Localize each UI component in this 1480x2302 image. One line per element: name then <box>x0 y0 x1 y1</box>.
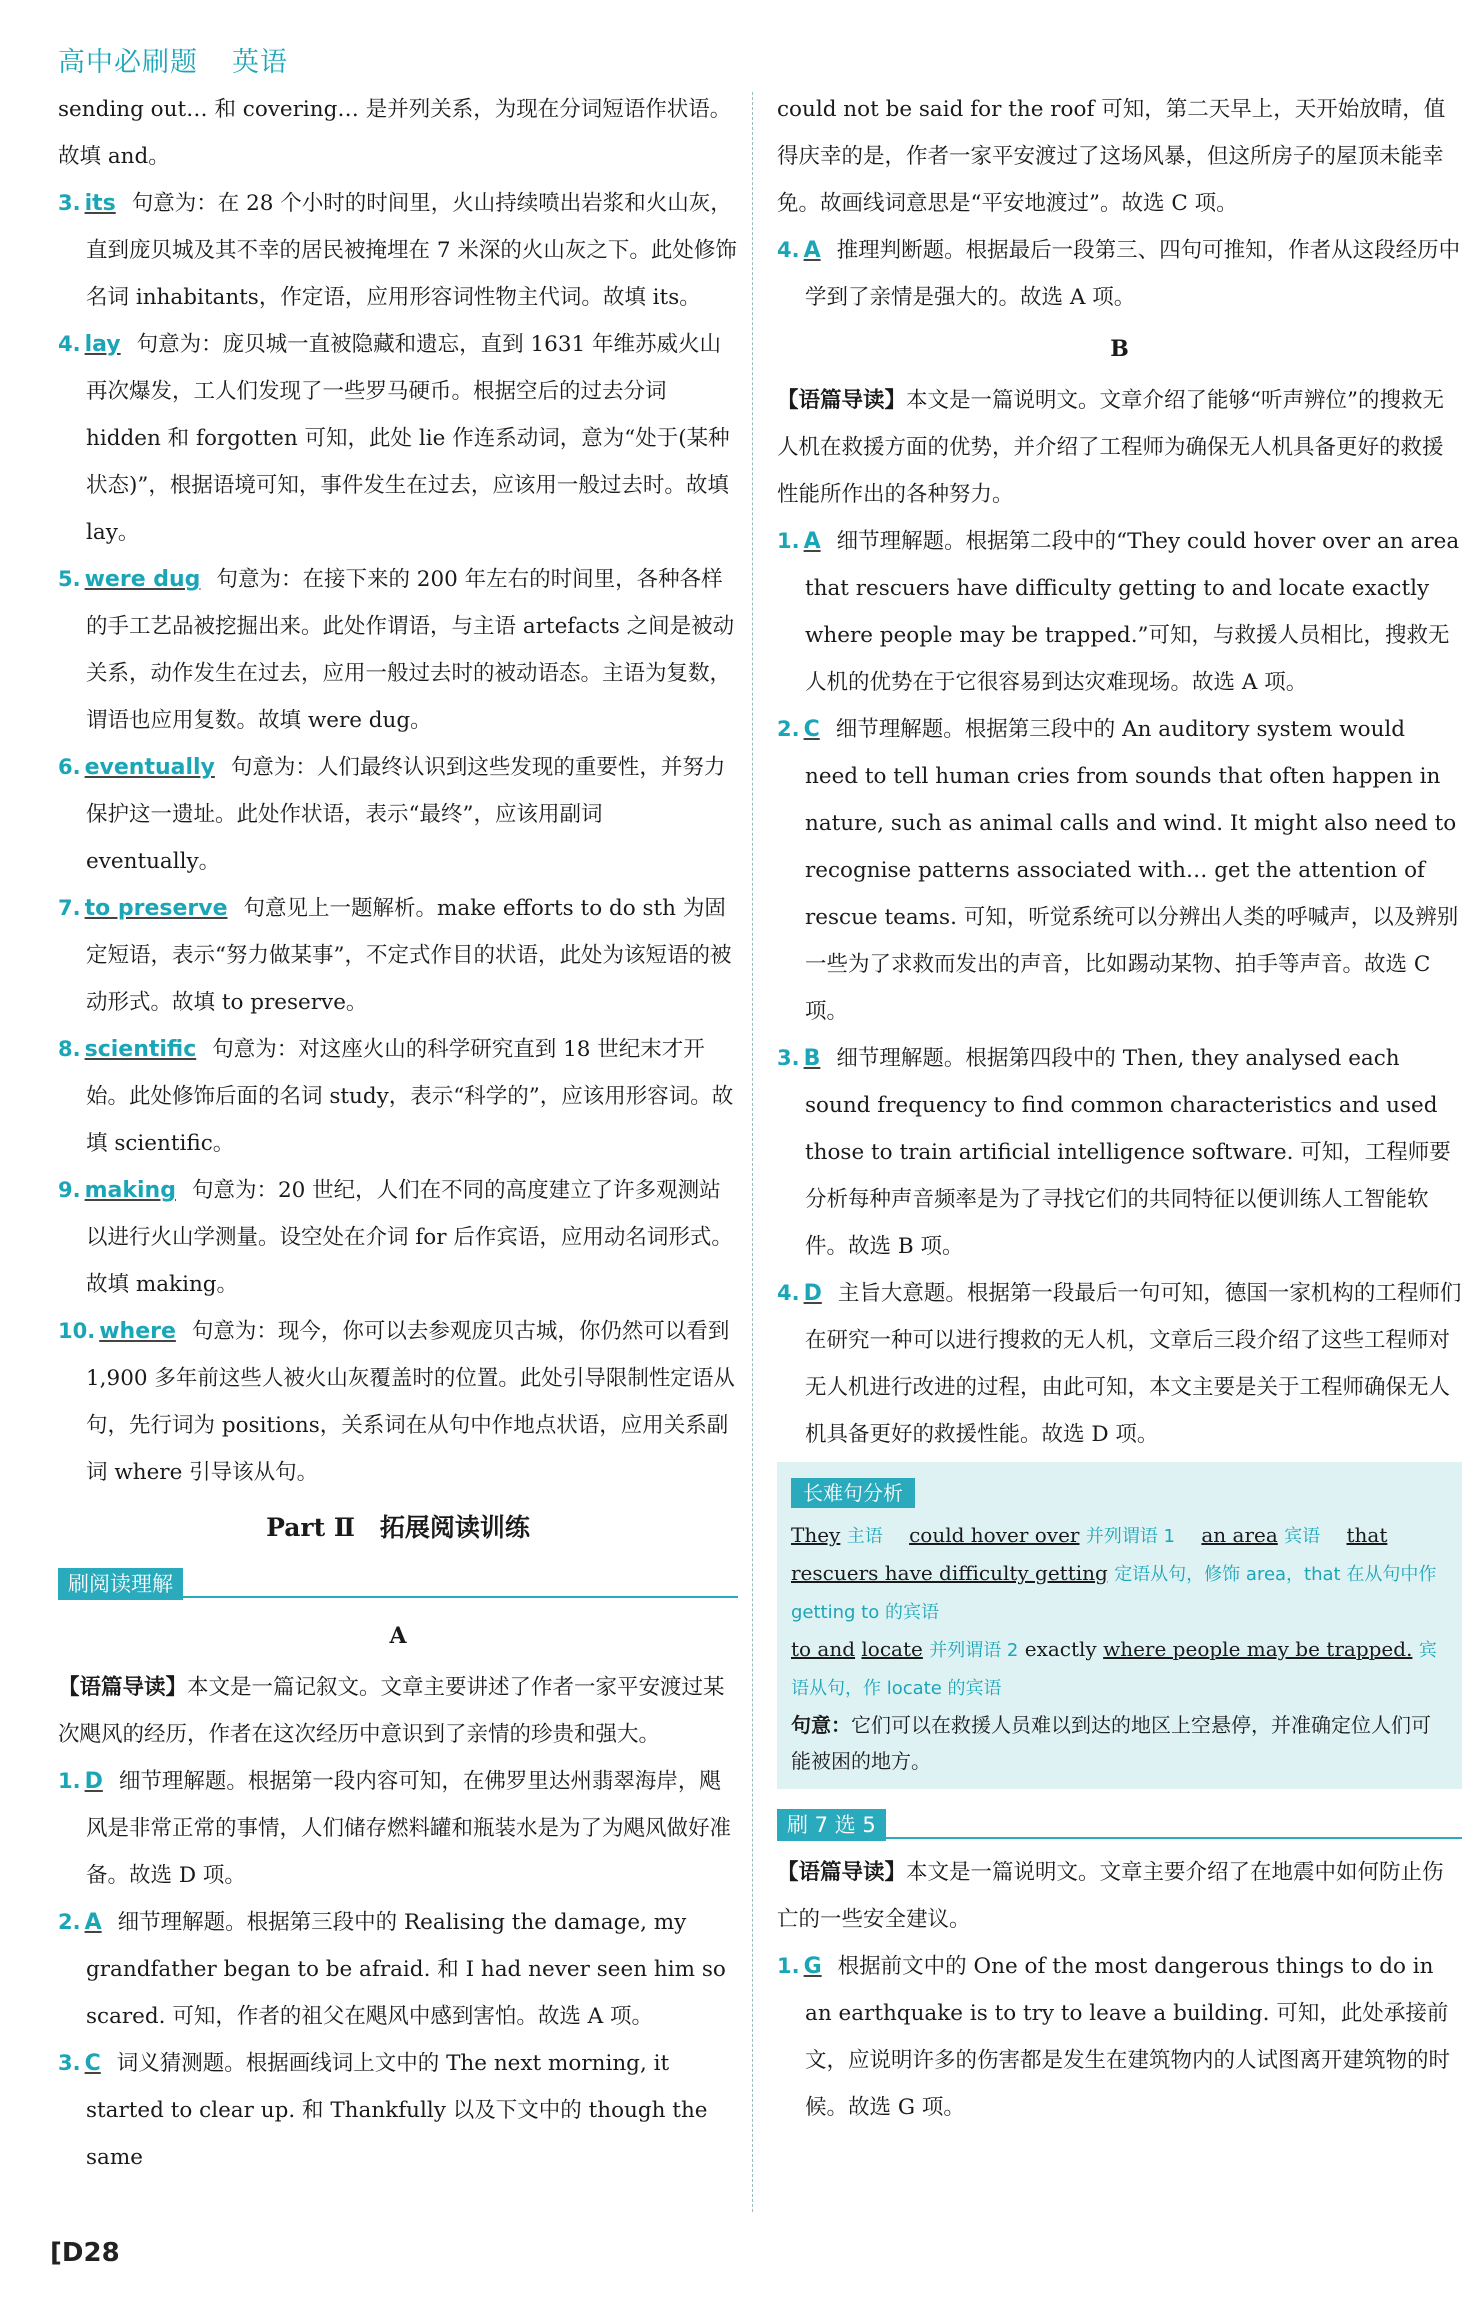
left-column <box>58 86 738 2181</box>
passage-guide: 【语篇导读】本文是一篇说明文。文章主要介绍了在地震中如何防止伤亡的一些安全建议。 <box>777 1860 1444 1932</box>
answer-item: 4. A 推理判断题。根据最后一段第三、四句可推知，作者从这段经历中学到了亲情是强大的。故选 A 项。 <box>777 238 1461 310</box>
analysis-tag: 长难句分析 <box>791 1478 915 1508</box>
section-bar-label: 刷 7 选 5 <box>777 1809 886 1841</box>
section-bar <box>777 1801 1462 1839</box>
answer-item: 3. its 句意为：在 28 个小时的时间里，火山持续喷出岩浆和火山灰，直到庞贝城及其不幸的居民被掩埋在 7 米深的火山灰之下。此处修饰名词 inhabitants，作定语，应用形容词性物主代词。故填 its。 <box>58 191 737 310</box>
answer-item: 4. lay 句意为：庞贝城一直被隐藏和遗忘，直到 1631 年维苏威火山再次爆发，工人们发现了一些罗马硬币。根据空后的过去分词 hidden 和 forgotten 可知，此处 lie 作连系动词，意为“处于(某种状态)”，根据语境可知，事件发生在过去，应该用一般过去时。故填 lay。 <box>58 332 730 545</box>
passage-guide: 【语篇导读】本文是一篇记叙文。文章主要讲述了作者一家平安渡过某次飓风的经历，作者在这次经历中意识到了亲情的珍贵和强大。 <box>58 1675 725 1747</box>
passage-label: B <box>1110 336 1129 362</box>
analysis-meaning: 句意：它们可以在救援人员难以到达的地区上空悬停，并准确定位人们可能被困的地方。 <box>791 1713 1431 1773</box>
analysis-row: They 主语 could hover over 并列谓语 1 an area 宾语 that rescuers have difficulty getting 定语从句，修饰 area，that 在从句中作 getting to 的宾语 <box>791 1523 1437 1623</box>
right-column <box>777 86 1462 2131</box>
answer-item: 4. D 主旨大意题。根据第一段最后一句可知，德国一家机构的工程师们在研究一种可以进行搜救的无人机，文章后三段介绍了这些工程师对无人机进行改进的过程，由此可知，本文主要是关于工程师确保无人机具备更好的救援性能。故选 D 项。 <box>777 1281 1462 1447</box>
answer-item: 10. where 句意为：现今，你可以去参观庞贝古城，你仍然可以看到 1,900 多年前这些人被火山灰覆盖时的位置。此处引导限制性定语从句，先行词为 positions，关系词在从句中作地点状语，应用关系副词 where 引导该从句。 <box>58 1319 735 1485</box>
page-header <box>58 40 322 79</box>
answer-item: 3. C 词义猜测题。根据画线词上文中的 The next morning, it started to clear up. 和 Thankfully 以及下文中的 though the same <box>58 2051 708 2170</box>
part-title: Part Ⅱ 拓展阅读训练 <box>266 1513 530 1542</box>
answer-item: 7. to preserve 句意见上一题解析。make efforts to do sth 为固定短语，表示“努力做某事”，不定式作目的状语，此处为该短语的被动形式。故填 to preserve。 <box>58 896 732 1015</box>
answer-item: 2. C 细节理解题。根据第三段中的 An auditory system would need to tell human cries from sounds that often happen in nature, such as animal calls and wind. It might also need to recognise patterns associated with… get the attention of rescue teams. 可知，听觉系统可以分辨出人类的呼喊声，以及辨别一些为了求救而发出的声音，比如踢动某物、拍手等声音。故选 C 项。 <box>777 717 1459 1024</box>
answer-item: 5. were dug 句意为：在接下来的 200 年左右的时间里，各种各样的手工艺品被挖掘出来。此处作谓语，与主语 artefacts 之间是被动关系，动作发生在过去，应用一般过去时的被动语态。主语为复数，谓语也应用复数。故填 were dug。 <box>58 567 735 733</box>
answer-item: 1. D 细节理解题。根据第一段内容可知，在佛罗里达州翡翠海岸，飓风是非常正常的事情，人们储存燃料罐和瓶装水是为了为飓风做好准备。故选 D 项。 <box>58 1769 732 1888</box>
sentence-analysis-box <box>777 1462 1462 1789</box>
subject-title: 英语 <box>232 47 288 78</box>
column-divider <box>752 92 753 2212</box>
answer-item: 2. A 细节理解题。根据第三段中的 Realising the damage, my grandfather began to be afraid. 和 I had never seen him so scared. 可知，作者的祖父在飓风中感到害怕。故选 A 项。 <box>58 1910 726 2029</box>
answer-item: 6. eventually 句意为：人们最终认识到这些发现的重要性，并努力保护这一遗址。此处作状语，表示“最终”，应该用副词 eventually。 <box>58 755 726 874</box>
continued-text: sending out… 和 covering… 是并列关系，为现在分词短语作状语。故填 and。 <box>58 97 732 169</box>
book-title: 高中必刷题 <box>58 47 198 78</box>
passage-label: A <box>389 1623 407 1649</box>
analysis-row: to and locate 并列谓语 2 exactly where people may be trapped. 宾语从句，作 locate 的宾语 <box>791 1637 1437 1699</box>
answer-item: 3. B 细节理解题。根据第四段中的 Then, they analysed each sound frequency to find common characteristics and used those to train artificial intelligence software. 可知，工程师要分析每种声音频率是为了寻找它们的共同特征以便训练人工智能软件。故选 B 项。 <box>777 1046 1451 1259</box>
answer-item: 1. G 根据前文中的 One of the most dangerous things to do in an earthquake is to try to leave a building. 可知，此处承接前文，应说明许多的伤害都是发生在建筑物内的人试图离开建筑物的时候。故选 G 项。 <box>777 1954 1451 2120</box>
continued-text: could not be said for the roof 可知，第二天早上，天开始放晴，值得庆幸的是，作者一家平安渡过了这场风暴，但这所房子的屋顶未能幸免。故画线词意思是“平安地渡过”。故选 C 项。 <box>777 97 1446 216</box>
page-number: [D28 <box>50 2238 120 2268</box>
section-bar-label: 刷阅读理解 <box>58 1568 183 1600</box>
answer-item: 1. A 细节理解题。根据第二段中的“They could hover over an area that rescuers have difficulty getting to and locate exactly where people may be trapped.”可知，与救援人员相比，搜救无人机的优势在于它很容易到达灾难现场。故选 A 项。 <box>777 529 1460 695</box>
answer-item: 8. scientific 句意为：对这座火山的科学研究直到 18 世纪末才开始。此处修饰后面的名词 study，表示“科学的”，应该用形容词。故填 scientific。 <box>58 1037 734 1156</box>
passage-guide: 【语篇导读】本文是一篇说明文。文章介绍了能够“听声辨位”的搜救无人机在救援方面的优势，并介绍了工程师为确保无人机具备更好的救援性能所作出的各种努力。 <box>777 388 1445 507</box>
section-bar <box>58 1560 738 1598</box>
answer-item: 9. making 句意为：20 世纪，人们在不同的高度建立了许多观测站以进行火山学测量。设空处在介词 for 后作宾语，应用动名词形式。故填 making。 <box>58 1178 733 1297</box>
